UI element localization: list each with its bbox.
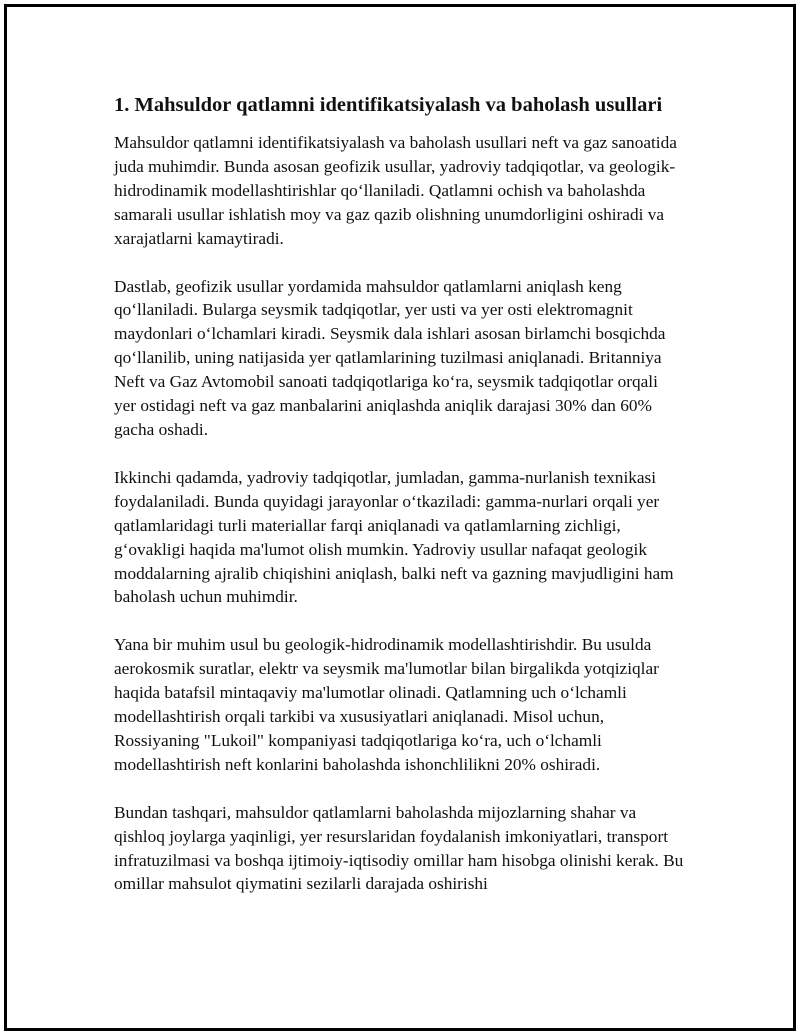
paragraph-hydrodynamic-modeling: Yana bir muhim usul bu geologik-hidrodinamik modellashtirishdir. Bu usulda aerokosmik suratlar, elektr va seysmik ma'lumotlar bilan birgalikda yotqiziqlar haqida batafsil mintaqaviy ma'lumotlar olinadi. Qatlamning uch o‘lchamli modellashtirish orqali tarkibi va xususiyatlari aniqlanadi. Misol uchun, Rossiyaning "Lukoil" kompaniyasi tadqiqotlariga ko‘ra, uch o‘lchamli modellashtirish neft konlarini baholashda ishonchlilikni 20% oshiradi. — [114, 635, 659, 774]
section-heading: 1. Mahsuldor qatlamni identifikatsiyalash va baholash usullari — [114, 94, 663, 116]
paragraph-socioeconomic-factors: Bundan tashqari, mahsuldor qatlamlarni baholashda mijozlarning shahar va qishloq joylarga yaqinligi, yer resurslaridan foydalanish imkoniyatlari, transport infratuzilmasi va boshqa ijtimoiy-iqtisodiy omillar ham hisobga olinishi kerak. Bu omillar mahsulot qiymatini sezilarli darajada oshirishi — [114, 802, 684, 894]
paragraph-nuclear-methods: Ikkinchi qadamda, yadroviy tadqiqotlar, jumladan, gamma-nurlanish texnikasi foydalaniladi. Bunda quyidagi jarayonlar o‘tkaziladi: gamma-nurlari orqali yer qatlamlaridagi turli materiallar farqi aniqlanadi va qatlamlarning zichligi, g‘ovakligi haqida ma'lumot olish mumkin. Yadroviy usullar nafaqat geologik moddalarning ajralib chiqishini aniqlash, balki neft va gazning mavjudligini ham baholash uchun muhimdir. — [114, 467, 674, 607]
document-body — [114, 91, 684, 920]
paragraph-geophysical-methods: Dastlab, geofizik usullar yordamida mahsuldor qatlamlarni aniqlash keng qo‘llaniladi. Bularga seysmik tadqiqotlar, yer usti va yer osti elektromagnit maydonlari o‘lchamlari kiradi. Seysmik dala ishlari asosan birlamchi bosqichda qo‘llanilib, uning natijasida yer qatlamlarining tuzilmasi aniqlanadi. Britanniya Neft va Gaz Avtomobil sanoati tadqiqotlariga ko‘ra, seysmik tadqiqotlar orqali yer ostidagi neft va gaz manbalarini aniqlashda aniqlik darajasi 30% dan 60% gacha oshadi. — [114, 276, 666, 439]
paragraph-intro: Mahsuldor qatlamni identifikatsiyalash va baholash usullari neft va gaz sanoatida juda muhimdir. Bunda asosan geofizik usullar, yadroviy tadqiqotlar, va geologik-hidrodinamik modellashtirishlar qo‘llaniladi. Qatlamni ochish va baholashda samarali usullar ishlatish moy va gaz qazib olishning unumdorligini oshiradi va xarajatlarni kamaytiradi. — [114, 133, 677, 248]
